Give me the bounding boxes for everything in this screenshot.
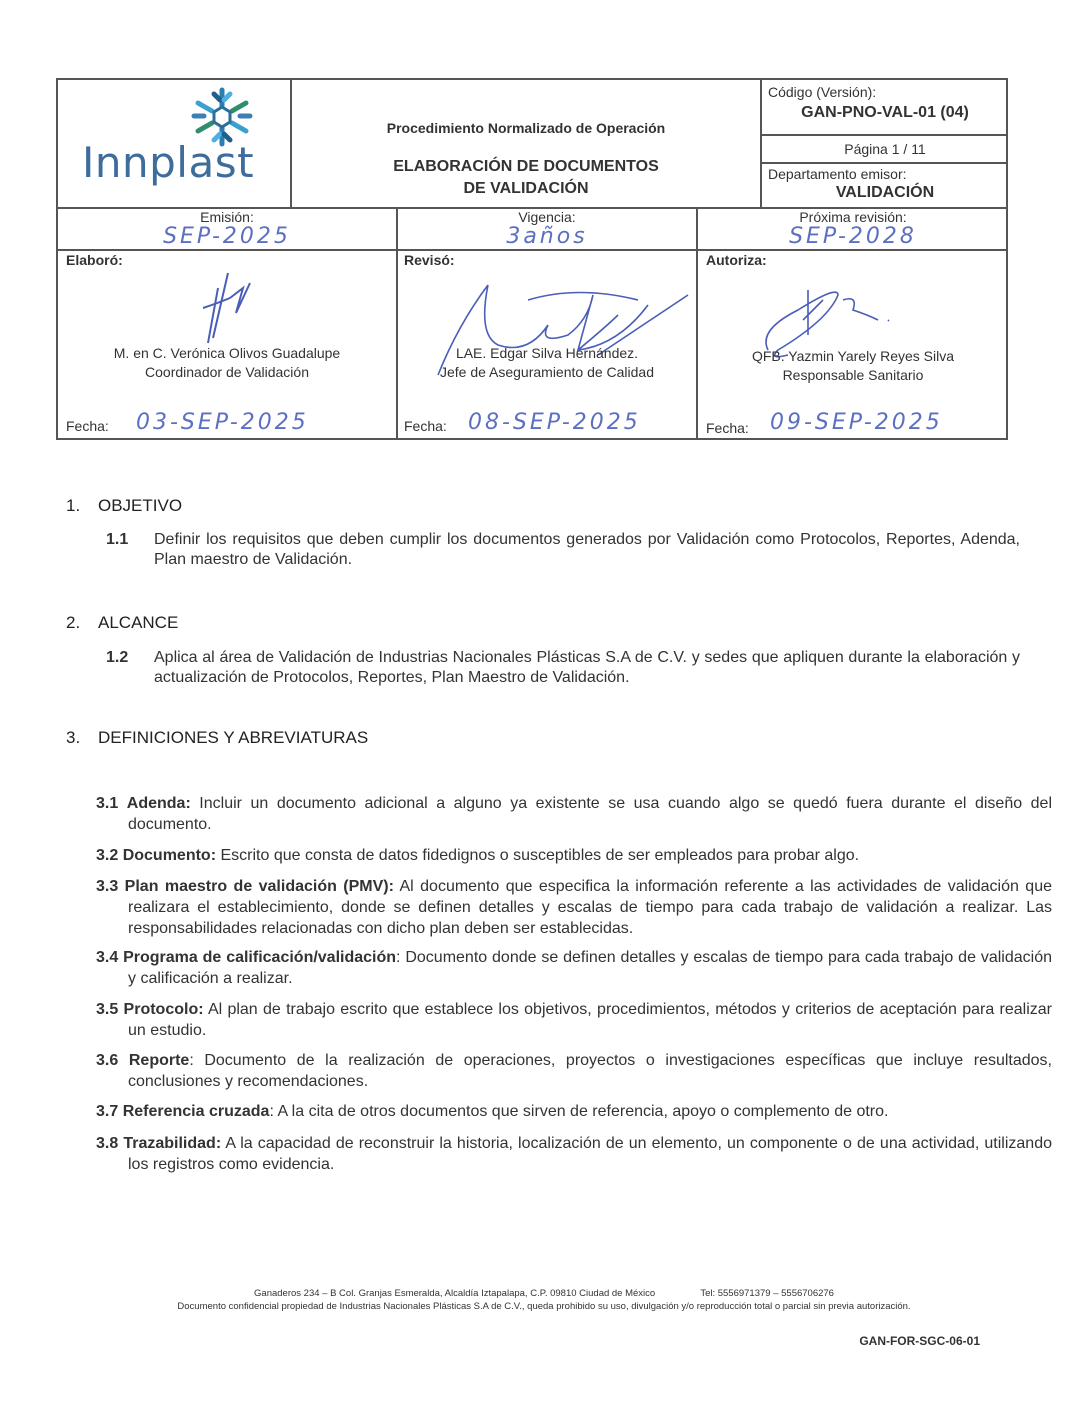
proxima-revision-value: SEP-2028 [789, 224, 917, 249]
definition-item [96, 793, 1052, 835]
definition-item [96, 947, 1052, 989]
section-title: ALCANCE [98, 613, 179, 632]
elaboro-fecha-value: 03-SEP-2025 [136, 410, 309, 435]
department-value: VALIDACIÓN [835, 184, 935, 201]
section-heading-alcance [66, 613, 178, 633]
definition-item [96, 1133, 1052, 1175]
definition-item [96, 1050, 1052, 1092]
definition-item [96, 876, 1052, 939]
item-number: 1.1 [106, 531, 129, 548]
elaboro-name: M. en C. Verónica Olivos Guadalupe [113, 345, 341, 361]
code-label: Código (Versión): [768, 84, 877, 100]
definition-number: 3.5 [96, 1001, 119, 1018]
item-number: 1.2 [106, 649, 129, 666]
definition-number: 3.8 [96, 1135, 119, 1152]
document-title-line1: ELABORACIÓN DE DOCUMENTOS [393, 158, 659, 175]
definition-text: Escrito que consta de datos fidedignos o susceptibles de ser empleados para probar algo. [216, 847, 860, 864]
section-title: DEFINICIONES Y ABREVIATURAS [98, 728, 369, 747]
section-number: 1. [66, 496, 81, 515]
item-text: Aplica al área de Validación de Industrias Nacionales Plásticas S.A de C.V. y sedes que apliquen durante la elaboración y actualización de Protocolos, Reportes, Plan Maestro de Validación. [154, 649, 1020, 686]
reviso-position: Jefe de Aseguramiento de Calidad [439, 364, 655, 380]
vigencia-value: 3años [506, 224, 588, 249]
footer-address: Ganaderos 234 – B Col. Granjas Esmeralda, Alcaldía Iztapalapa, C.P. 09810 Ciudad de México [254, 1288, 656, 1299]
definition-term: Referencia cruzada [122, 1103, 270, 1120]
document-header-table [56, 78, 1008, 440]
autoriza-fecha-label: Fecha: [706, 420, 749, 436]
list-item [106, 530, 1020, 570]
footer-phone: Tel: 5556971379 – 5556706276 [700, 1288, 834, 1299]
definition-number: 3.1 [96, 795, 119, 812]
proxima-revision-label: Próxima revisión: [799, 209, 907, 225]
autoriza-fecha-value: 09-SEP-2025 [770, 410, 943, 435]
definition-item [96, 845, 1052, 866]
signature-elaboro-icon [188, 268, 278, 348]
document-code: GAN-PNO-VAL-01 (04) [801, 104, 969, 121]
definition-term: Reporte [128, 1052, 190, 1069]
definition-text: : Documento donde se definen detalles y escalas de tiempo para cada trabajo de validación y calificación a realizar. [128, 949, 1052, 987]
department-label: Departamento emisor: [768, 166, 907, 182]
document-title-line2: DE VALIDACIÓN [463, 180, 589, 197]
autoriza-name: QFB. Yazmin Yarely Reyes Silva [751, 348, 955, 364]
definition-text: Incluir un documento adicional a alguno ya existente se usa cuando algo se quedó fuera durante el diseño del documento. [128, 795, 1052, 833]
definition-item [96, 1101, 1052, 1122]
reviso-fecha-label: Fecha: [404, 418, 447, 434]
definition-number: 3.7 [96, 1103, 119, 1120]
definition-term: Documento: [122, 847, 217, 864]
vigencia-label: Vigencia: [518, 209, 576, 225]
footer-address-line [0, 1288, 1088, 1299]
elaboro-position: Coordinador de Validación [145, 364, 309, 380]
autoriza-position: Responsable Sanitario [782, 367, 924, 383]
definition-term: Protocolo: [123, 1001, 204, 1018]
definition-text: Al documento que especifica la información referente a las actividades de validación que realizara el establecimiento, donde se definen detalles y escalas de tiempo para cada trabajo de validación a realizar. Las responsabilidades relacionadas con dicho plan deben ser establecidas. [128, 878, 1052, 937]
emision-value: SEP-2025 [163, 224, 291, 249]
reviso-label: Revisó: [404, 252, 455, 268]
company-logo-text: Innplast [82, 138, 255, 187]
list-item [106, 648, 1020, 688]
definition-number: 3.2 [96, 847, 119, 864]
procedure-type: Procedimiento Normalizado de Operación [386, 120, 666, 136]
section-number: 2. [66, 613, 81, 632]
emision-label: Emisión: [200, 209, 254, 225]
definition-term: Programa de calificación/validación [123, 949, 397, 966]
elaboro-fecha-label: Fecha: [66, 418, 109, 434]
section-number: 3. [66, 728, 81, 747]
definition-text: : Documento de la realización de operaciones, proyectos o investigaciones específicas que incluye resultados, conclusiones y recomendaciones. [128, 1052, 1053, 1090]
definition-number: 3.3 [96, 878, 119, 895]
reviso-name: LAE. Edgar Silva Hernández. [455, 345, 639, 361]
definition-text: A la capacidad de reconstruir la historia, localización de un elemento, un componente o de una actividad, utilizando los registros como evidencia. [128, 1135, 1052, 1173]
definition-term: Trazabilidad: [123, 1135, 222, 1152]
footer-confidential: Documento confidencial propiedad de Industrias Nacionales Plásticas S.A de C.V., queda prohibido su uso, divulgación y/o reproducción total o parcial sin previa autorización. [177, 1301, 911, 1312]
item-text: Definir los requisitos que deben cumplir los documentos generados por Validación como Protocolos, Reportes, Adenda, Plan maestro de Validación. [154, 531, 1020, 568]
section-title: OBJETIVO [98, 496, 183, 515]
divider [760, 162, 1008, 164]
definition-number: 3.6 [96, 1052, 119, 1069]
definition-term: Adenda: [126, 795, 191, 812]
definition-text: : A la cita de otros documentos que sirven de referencia, apoyo o complemento de otro. [269, 1103, 889, 1120]
autoriza-label: Autoriza: [706, 252, 767, 268]
definition-item [96, 999, 1052, 1041]
reviso-fecha-value: 08-SEP-2025 [468, 410, 641, 435]
definition-text: Al plan de trabajo escrito que establece los objetivos, procedimientos, métodos y criterios de aceptación para realizar un estudio. [128, 1001, 1053, 1039]
section-heading-objetivo [66, 496, 182, 516]
definition-number: 3.4 [96, 949, 119, 966]
section-heading-definiciones [66, 728, 368, 748]
definition-term: Plan maestro de validación (PMV): [124, 878, 394, 895]
elaboro-label: Elaboró: [66, 252, 123, 268]
page-number: Página 1 / 11 [844, 141, 926, 157]
form-code: GAN-FOR-SGC-06-01 [859, 1334, 980, 1348]
divider [760, 134, 1008, 136]
divider [58, 249, 1008, 251]
